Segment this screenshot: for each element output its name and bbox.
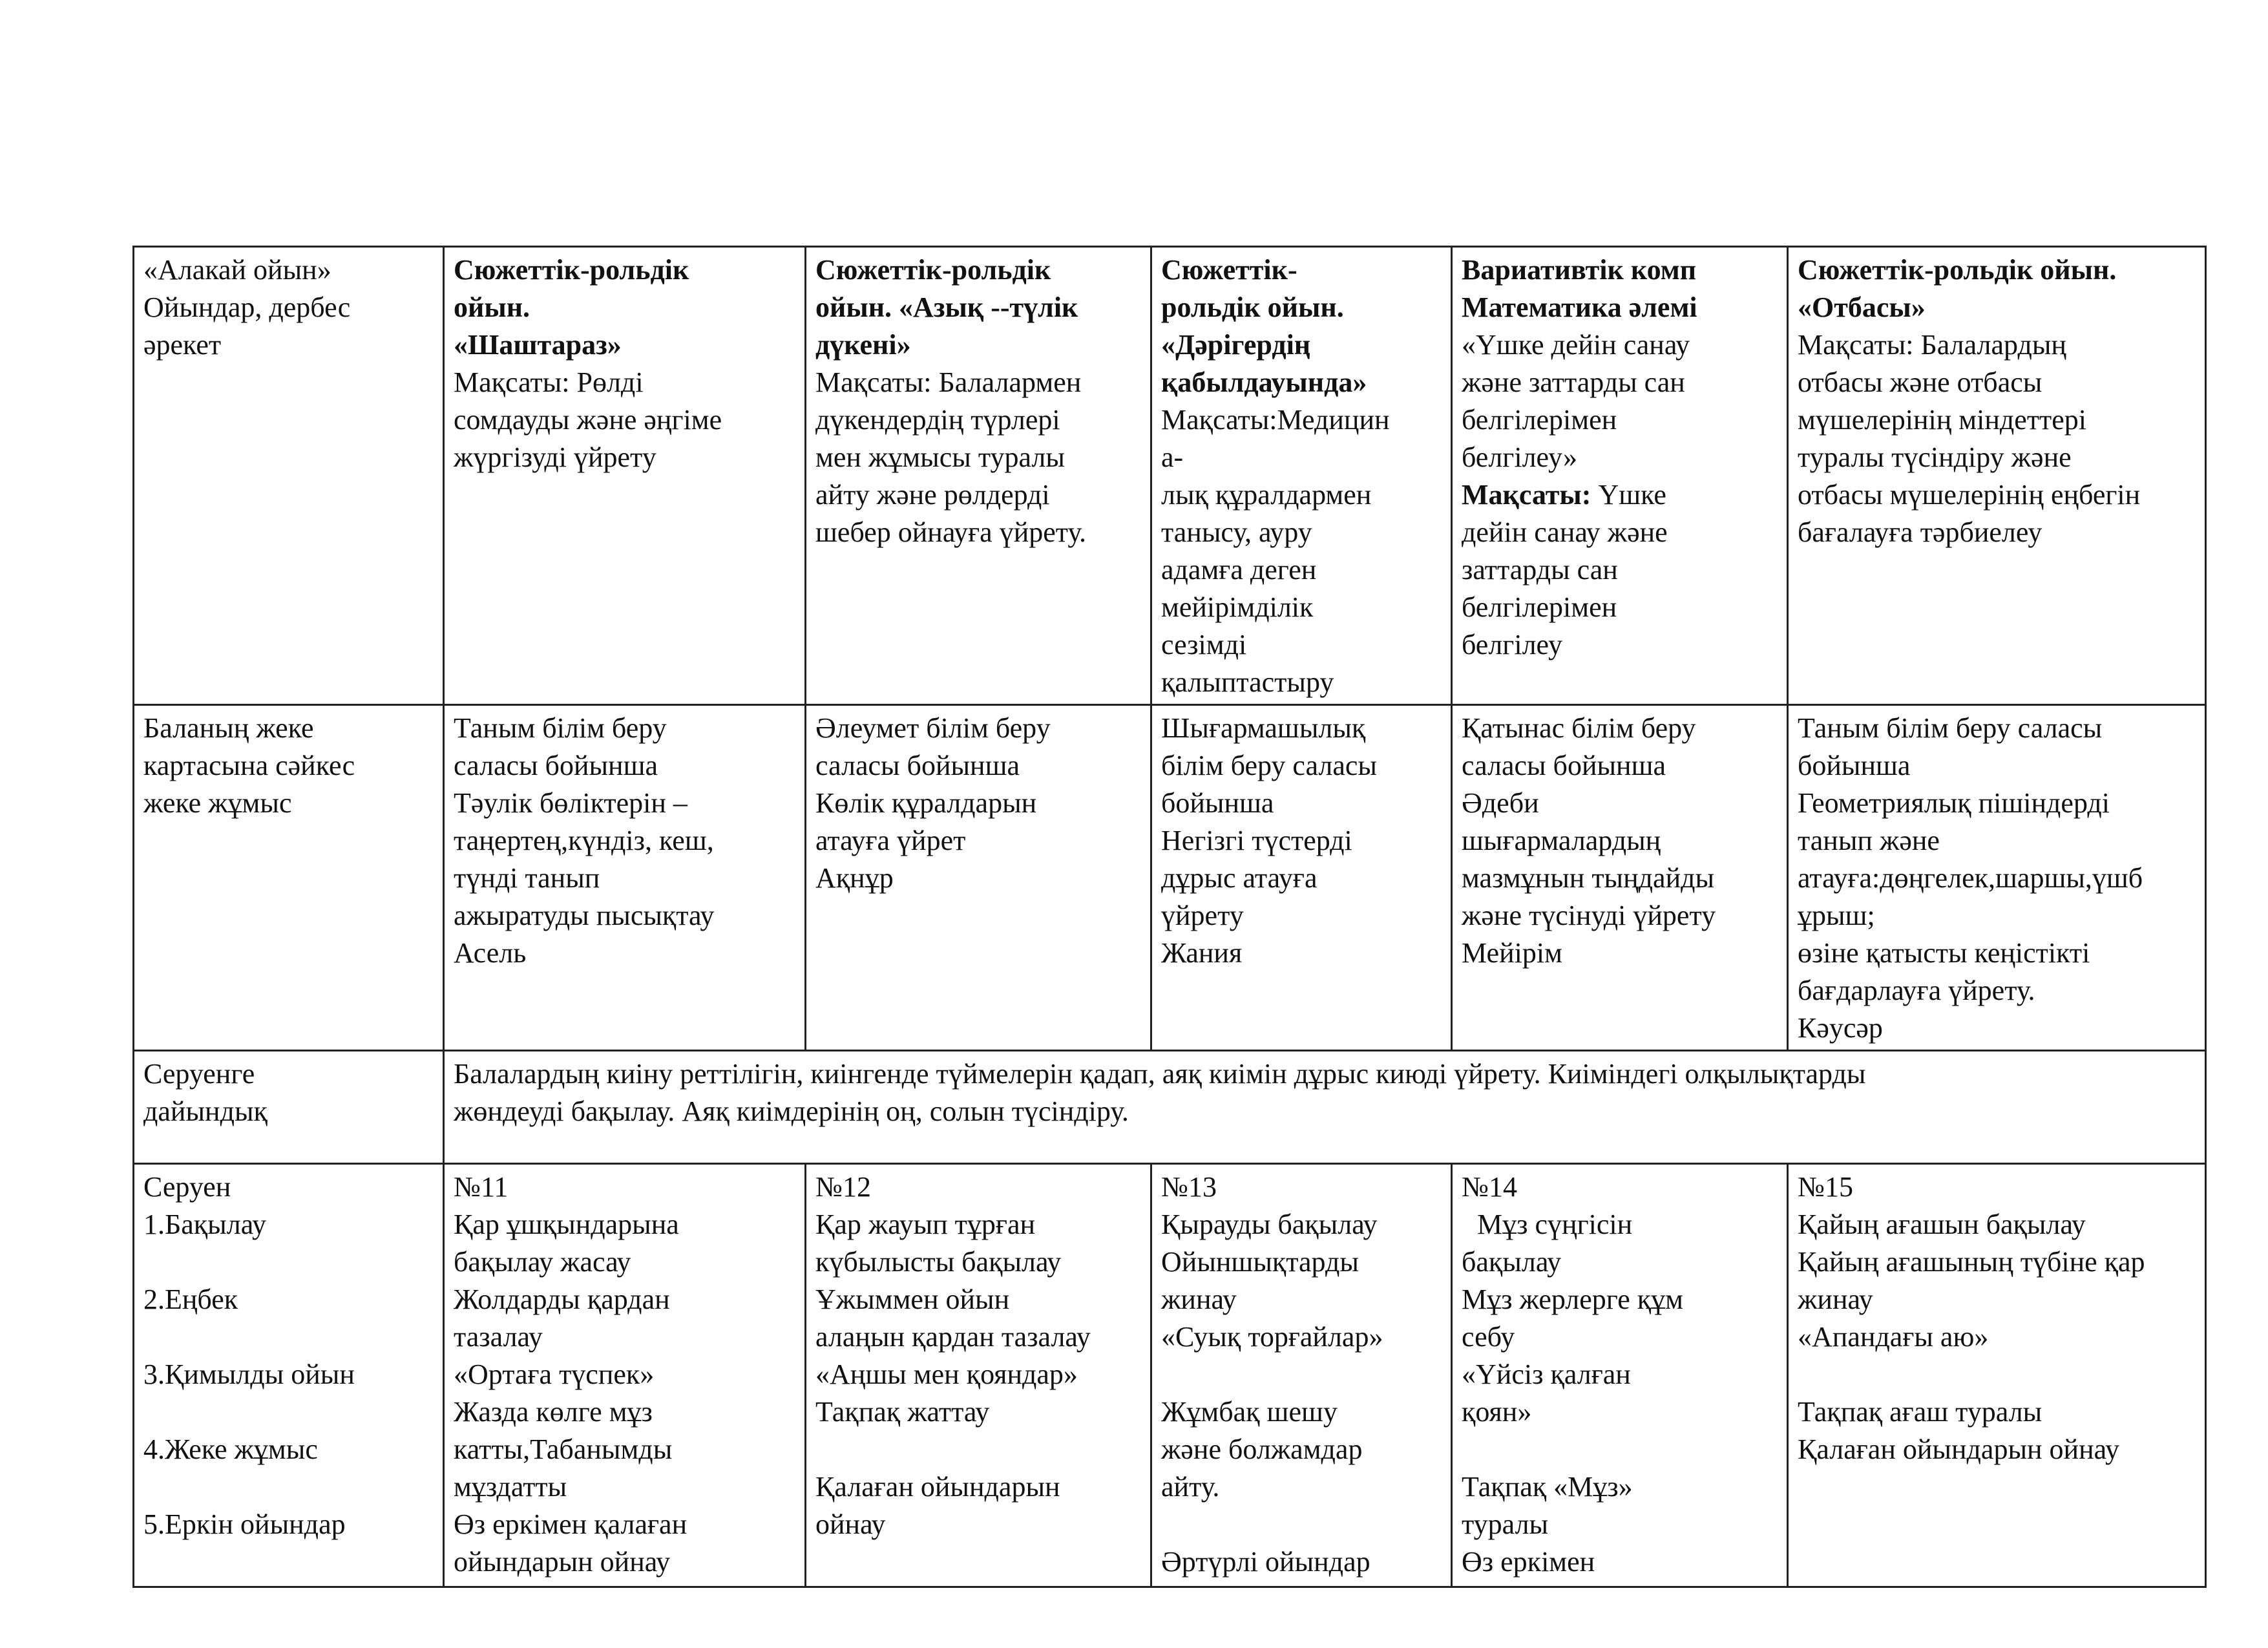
cell-games-5: Сюжеттік-рольдік ойын. «Отбасы» Мақсаты: Балалардың отбасы және отбасы мүшелерінің міндеттері туралы түсіндіру және отбасы мүшелерінің еңбегін бағалауға тәрбиелеу [1788, 247, 2206, 705]
row-label-individual: Баланың жеке картасына сәйкес жеке жұмыс [134, 705, 444, 1051]
cell-prep: Балалардың киіну реттілігін, киінгенде түймелерін қадап, аяқ киімін дұрыс киюді үйрету. Киіміндегі олқылықтарды жөндеуді бақылау. Аяқ киімдерінің оң, солын түсіндіру. [444, 1051, 2206, 1164]
row-label-games: «Алакай ойын» Ойындар, дербес әрекет [134, 247, 444, 705]
cell-individual-1: Таным білім беру саласы бойынша Тәулік бөліктерін – таңертең,күндіз, кеш, түнді танып ажыратуды пысықтау Асель [444, 705, 806, 1051]
cell-games-1: Сюжеттік-рольдік ойын. «Шаштараз» Мақсаты: Рөлді сомдауды және әңгіме жүргізуді үйрету [444, 247, 806, 705]
table-row-prep [134, 1051, 2206, 1164]
cell-games-4: Вариативтік комп Математика әлемі «Үшке дейін санау және заттарды сан белгілерімен белгілеу» Мақсаты: Үшке дейін санау және заттарды сан белгілерімен белгілеу [1452, 247, 1788, 705]
table-row-games [134, 247, 2206, 705]
weekly-plan-table [132, 246, 2207, 1588]
cell-games-3: Сюжеттік- рольдік ойын. «Дәрігердің қабылдауында» Мақсаты:Медицин а- лық құралдармен танысу, ауру адамға деген мейірімділік сезімді қалыптастыру [1151, 247, 1452, 705]
cell-walk-4: №14 Мұз сүңгісін бақылау Мұз жерлерге құм себу «Үйсіз қалған қоян» Тақпақ «Мұз» туралы Өз еркімен [1452, 1164, 1788, 1587]
cell-individual-2: Әлеумет білім беру саласы бойынша Көлік құралдарын атауға үйрет Ақнұр [806, 705, 1151, 1051]
cell-walk-2: №12 Қар жауып тұрған күбылысты бақылау Ұжыммен ойын алаңын қардан тазалау «Аңшы мен қояндар» Тақпақ жаттау Қалаған ойындарын ойнау [806, 1164, 1151, 1587]
cell-individual-5: Таным білім беру саласы бойынша Геометриялық пішіндерді танып және атауға:дөңгелек,шаршы,үшб ұрыш; өзіне қатысты кеңістікті бағдарлауға үйрету. Кәусәр [1788, 705, 2206, 1051]
cell-individual-3: Шығармашылық білім беру саласы бойынша Негізгі түстерді дұрыс атауға үйрету Жания [1151, 705, 1452, 1051]
cell-walk-5: №15 Қайың ағашын бақылау Қайың ағашының түбіне қар жинау «Апандағы аю» Тақпақ ағаш туралы Қалаған ойындарын ойнау [1788, 1164, 2206, 1587]
table-row-walk [134, 1164, 2206, 1587]
cell-walk-3: №13 Қырауды бақылау Ойыншықтарды жинау «Суық торғайлар» Жұмбақ шешу және болжамдар айту. Әртүрлі ойындар [1151, 1164, 1452, 1587]
row-label-prep: Серуенге дайындық [134, 1051, 444, 1164]
cell-games-2: Сюжеттік-рольдік ойын. «Азық --түлік дүкені» Мақсаты: Балалармен дүкендердің түрлері мен жұмысы туралы айту және рөлдерді шебер ойнауға үйрету. [806, 247, 1151, 705]
row-label-walk: Серуен 1.Бақылау 2.Еңбек 3.Қимылды ойын 4.Жеке жұмыс 5.Еркін ойындар [134, 1164, 444, 1587]
cell-walk-1: №11 Қар ұшқындарына бақылау жасау Жолдарды қардан тазалау «Ортаға түспек» Жазда көлге мұз катты,Табанымды мұздатты Өз еркімен қалаған ойындарын ойнау [444, 1164, 806, 1587]
table-row-individual [134, 705, 2206, 1051]
cell-individual-4: Қатынас білім беру саласы бойынша Әдеби шығармалардың мазмұнын тыңдайды және түсінуді үйрету Мейірім [1452, 705, 1788, 1051]
